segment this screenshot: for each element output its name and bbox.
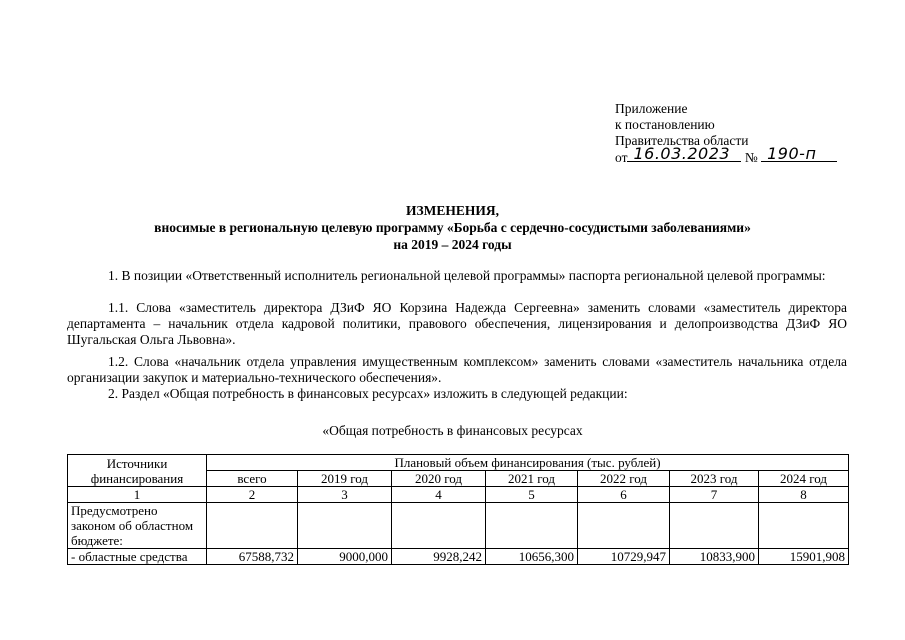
table-cell xyxy=(759,503,849,549)
table-cell: 10729,947 xyxy=(578,549,670,565)
financing-table xyxy=(67,454,849,565)
annex-from-label: от xyxy=(615,150,628,165)
table-cell xyxy=(670,503,759,549)
column-header: 2022 год xyxy=(578,471,670,487)
column-number: 2 xyxy=(207,487,298,503)
column-number: 8 xyxy=(759,487,849,503)
column-header: 2020 год xyxy=(392,471,486,487)
column-header: 2019 год xyxy=(298,471,392,487)
column-number: 5 xyxy=(486,487,578,503)
document-title: ИЗМЕНЕНИЯ, xyxy=(405,203,499,218)
source-header: Источники финансирования xyxy=(68,455,207,487)
table-row xyxy=(68,503,849,549)
column-header: 2023 год xyxy=(670,471,759,487)
annex-date-number-line xyxy=(615,144,837,166)
annex-line-3: Правительства области xyxy=(615,133,749,148)
annex-number-label: № xyxy=(744,150,758,165)
document-subtitle: вносимые в региональную целевую программу «Борьба с сердечно-сосудистыми заболеваниями» xyxy=(154,220,751,235)
column-header: всего xyxy=(207,471,298,487)
column-number: 1 xyxy=(68,487,207,503)
table-cell: 10656,300 xyxy=(486,549,578,565)
column-number: 6 xyxy=(578,487,670,503)
column-number: 7 xyxy=(670,487,759,503)
table-cell: 67588,732 xyxy=(207,549,298,565)
table-cell xyxy=(578,503,670,549)
paragraph-2: 2. Раздел «Общая потребность в финансовых ресурсах» изложить в следующей редакции: xyxy=(108,386,628,401)
table-cell: 15901,908 xyxy=(759,549,849,565)
table-cell: 9000,000 xyxy=(298,549,392,565)
table-cell xyxy=(392,503,486,549)
annex-line-1: Приложение xyxy=(615,101,688,116)
column-header: 2024 год xyxy=(759,471,849,487)
column-number: 3 xyxy=(298,487,392,503)
table-cell xyxy=(486,503,578,549)
handwritten-date: 16.03.2023 xyxy=(627,146,741,162)
document-years: на 2019 – 2024 годы xyxy=(393,237,512,252)
table-row xyxy=(68,549,849,565)
column-number: 4 xyxy=(392,487,486,503)
plan-header: Плановый объем финансирования (тыс. рублей) xyxy=(207,455,849,471)
table-cell xyxy=(298,503,392,549)
table-cell: 9928,242 xyxy=(392,549,486,565)
section-title: «Общая потребность в финансовых ресурсах xyxy=(322,423,583,438)
paragraph-1: 1. В позиции «Ответственный исполнитель региональной целевой программы» паспорта региональной целевой программы: xyxy=(108,268,826,283)
table-cell xyxy=(207,503,298,549)
table-header-row xyxy=(68,455,849,471)
row-label: - областные средства xyxy=(68,549,207,565)
row-label: Предусмотрено законом об областном бюджете: xyxy=(68,503,207,549)
handwritten-number: 190-п xyxy=(761,146,837,162)
table-cell: 10833,900 xyxy=(670,549,759,565)
table-numbering-row xyxy=(68,487,849,503)
annex-block xyxy=(615,101,837,166)
annex-line-2: к постановлению xyxy=(615,117,715,132)
column-header: 2021 год xyxy=(486,471,578,487)
paragraph-1-1: 1.1. Слова «заместитель директора ДЗиФ ЯО Корзина Надежда Сергеевна» заменить словами «заместитель директора департамента – начальник отдела кадровой политики, правового обеспечения, лицензирования и делопроизводства ДЗиФ ЯО Шугальская Ольга Львовна». xyxy=(67,300,847,347)
paragraph-1-2: 1.2. Слова «начальник отдела управления имущественным комплексом» заменить словами «заместитель начальника отдела организации закупок и материально-технического обеспечения». xyxy=(67,354,847,385)
